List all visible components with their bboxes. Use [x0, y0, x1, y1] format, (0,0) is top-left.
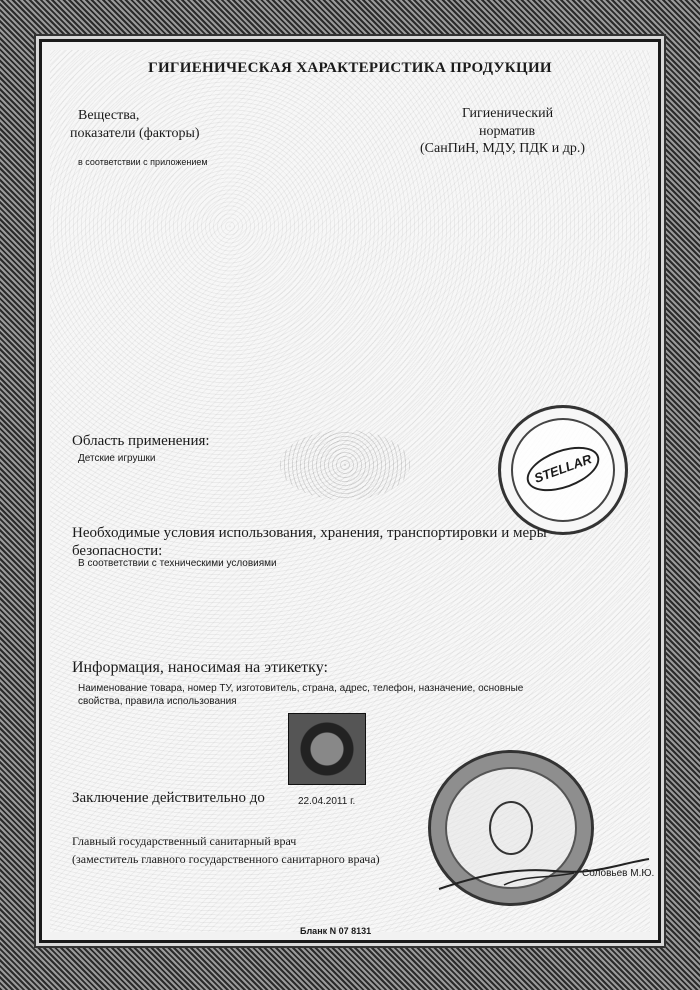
conditions-label-cont: безопасности: — [72, 543, 163, 559]
watermark-emblem-icon — [280, 430, 410, 500]
validity-date: 22.04.2011 г. — [298, 796, 356, 807]
doctor-deputy-title: (заместитель главного государственного санитарного врача) — [72, 852, 380, 866]
hologram-icon — [288, 713, 366, 785]
scope-label: Область применения: — [72, 433, 210, 449]
blank-number: Бланк N 07 8131 — [300, 926, 372, 936]
stamp-emblem-icon — [489, 801, 533, 855]
label-info-label: Информация, наносимая на этикетку: — [72, 659, 328, 676]
indicators-header: показатели (факторы) — [70, 126, 200, 141]
scope-value: Детские игрушки — [78, 453, 156, 464]
label-info-value: Наименование товара, номер ТУ, изготовитель, страна, адрес, телефон, назначение, основные — [78, 683, 524, 694]
validity-label: Заключение действительно до — [72, 790, 265, 806]
norm-header-line1: Гигиенический — [462, 106, 554, 121]
doctor-title: Главный государственный санитарный врач — [72, 834, 297, 848]
document-title: ГИГИЕНИЧЕСКАЯ ХАРАКТЕРИСТИКА ПРОДУКЦИИ — [148, 60, 552, 76]
stamp-logo: STELLAR — [521, 438, 605, 500]
conditions-label: Необходимые условия использования, хранения, транспортировки и меры — [72, 525, 547, 541]
norm-header-line3: (СанПиН, МДУ, ПДК и др.) — [420, 141, 585, 156]
conditions-value: В соответствии с техническими условиями — [78, 558, 277, 569]
label-info-value-cont: свойства, правила использования — [78, 696, 237, 707]
norm-header-line2: норматив — [479, 124, 536, 139]
substances-header: Вещества, — [78, 108, 140, 123]
appendix-note: в соответствии с приложением — [78, 157, 208, 167]
stellar-stamp-icon — [498, 405, 628, 535]
doctor-name: Соловьев М.Ю. — [582, 868, 655, 879]
